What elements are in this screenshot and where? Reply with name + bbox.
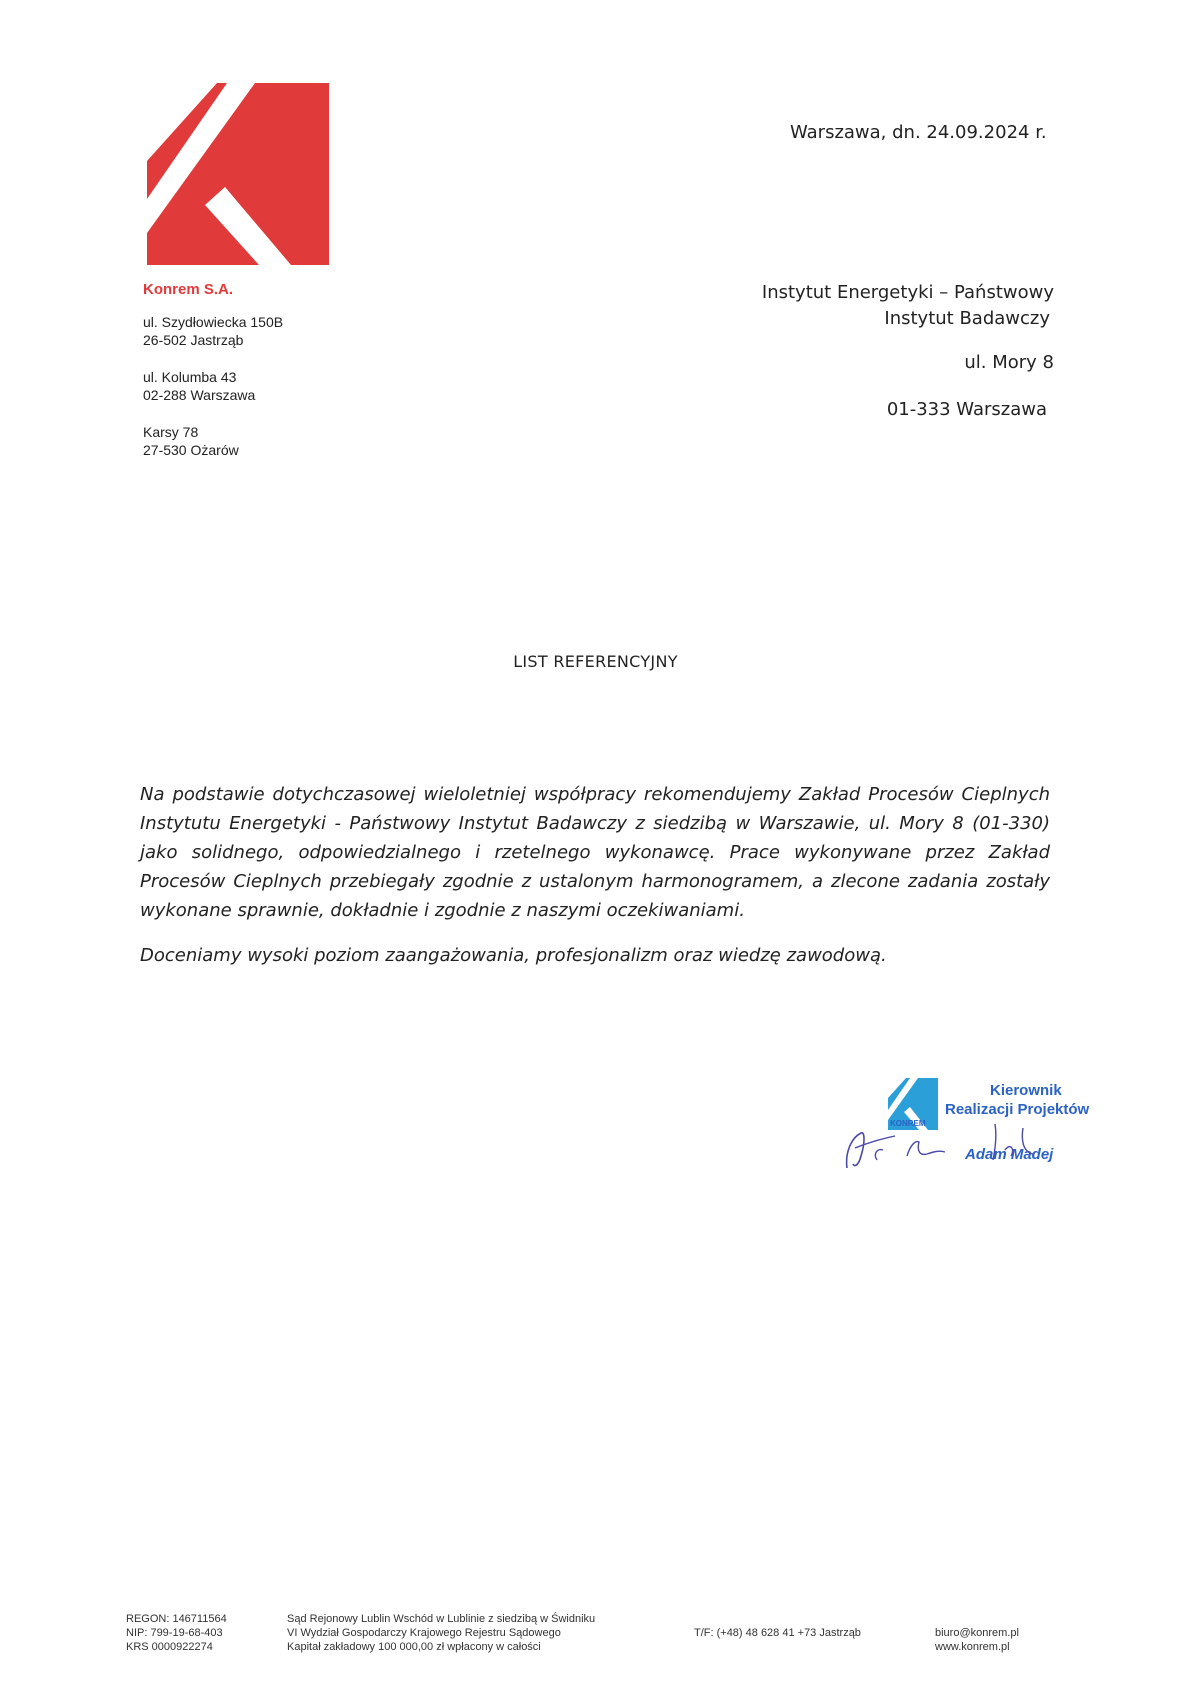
address-block-1 (143, 313, 283, 349)
footer-court-line2: VI Wydział Gospodarczy Krajowego Rejestru Sądowego (287, 1627, 561, 1639)
footer-court (287, 1612, 595, 1654)
recipient-city: 01-333 Warszawa (886, 399, 1047, 420)
letter-date: Warszawa, dn. 24.09.2024 r. (790, 122, 1047, 143)
recipient-block (762, 280, 1054, 423)
footer-court-line1: Sąd Rejonowy Lublin Wschód w Lublinie z siedzibą w Świdniku (287, 1613, 596, 1625)
company-name: Konrem S.A. (143, 281, 234, 298)
letter-body (140, 780, 1050, 986)
stamp-brand: KONREM (890, 1119, 926, 1128)
footer-nip: NIP: 799-19-68-403 (126, 1627, 223, 1639)
recipient-name-line2: Instytut Badawczy (884, 308, 1050, 329)
footer-contact (935, 1626, 1019, 1656)
address-block-3 (143, 423, 239, 459)
footer-regon: REGON: 146711564 (126, 1613, 227, 1625)
address-line: 02-288 Warszawa (143, 387, 256, 403)
recipient-street: ul. Mory 8 (964, 352, 1054, 373)
stamp-title-line1: Kierownik (990, 1082, 1062, 1099)
footer-krs: KRS 0000922274 (126, 1641, 213, 1653)
footer-phone: T/F: (+48) 48 628 41 +73 Jastrząb (694, 1627, 861, 1639)
body-paragraph-1: Na podstawie dotychczasowej wieloletniej współpracy rekomendujemy Zakład Procesów Cieplnych Instytutu Energetyki - Państwowy Instytut Badawczy z siedzibą w Warszawie, ul. Mory 8 (01-330) jako solidnego, odpowiedzialnego i rzetelnego wykonawcę. Prace wykonywane przez Zakład Procesów Cieplnych przebiegały zgodnie z ustalonym harmonogramem, a zlecone zadania zostały wykonane sprawnie, dokładnie i zgodnie z naszymi oczekiwaniami. (140, 784, 1050, 921)
body-paragraph-2: Doceniamy wysoki poziom zaangażowania, profesjonalizm oraz wiedzę zawodową. (140, 945, 887, 966)
signature-stamp (800, 1070, 1120, 1190)
address-block-2 (143, 368, 255, 404)
address-line: ul. Kolumba 43 (143, 369, 237, 385)
address-line: ul. Szydłowiecka 150B (143, 314, 284, 330)
address-line: 26-502 Jastrząb (143, 332, 244, 348)
footer-email[interactable]: biuro@konrem.pl (935, 1627, 1019, 1639)
konrem-logo (147, 83, 329, 265)
letter-title: LIST REFERENCYJNY (513, 652, 678, 671)
stamp-person-name: Adam Madej (965, 1146, 1054, 1163)
recipient-name-line1: Instytut Energetyki – Państwowy (761, 282, 1054, 303)
address-line: Karsy 78 (143, 424, 199, 440)
handwritten-signature (815, 1098, 1075, 1178)
footer-website[interactable]: www.konrem.pl (935, 1641, 1010, 1653)
footer-court-line3: Kapitał zakładowy 100 000,00 zł wpłacony w całości (287, 1641, 541, 1653)
stamp-title-line2: Realizacji Projektów (945, 1101, 1090, 1118)
footer-registry (126, 1612, 227, 1654)
address-line: 27-530 Ożarów (143, 442, 239, 458)
